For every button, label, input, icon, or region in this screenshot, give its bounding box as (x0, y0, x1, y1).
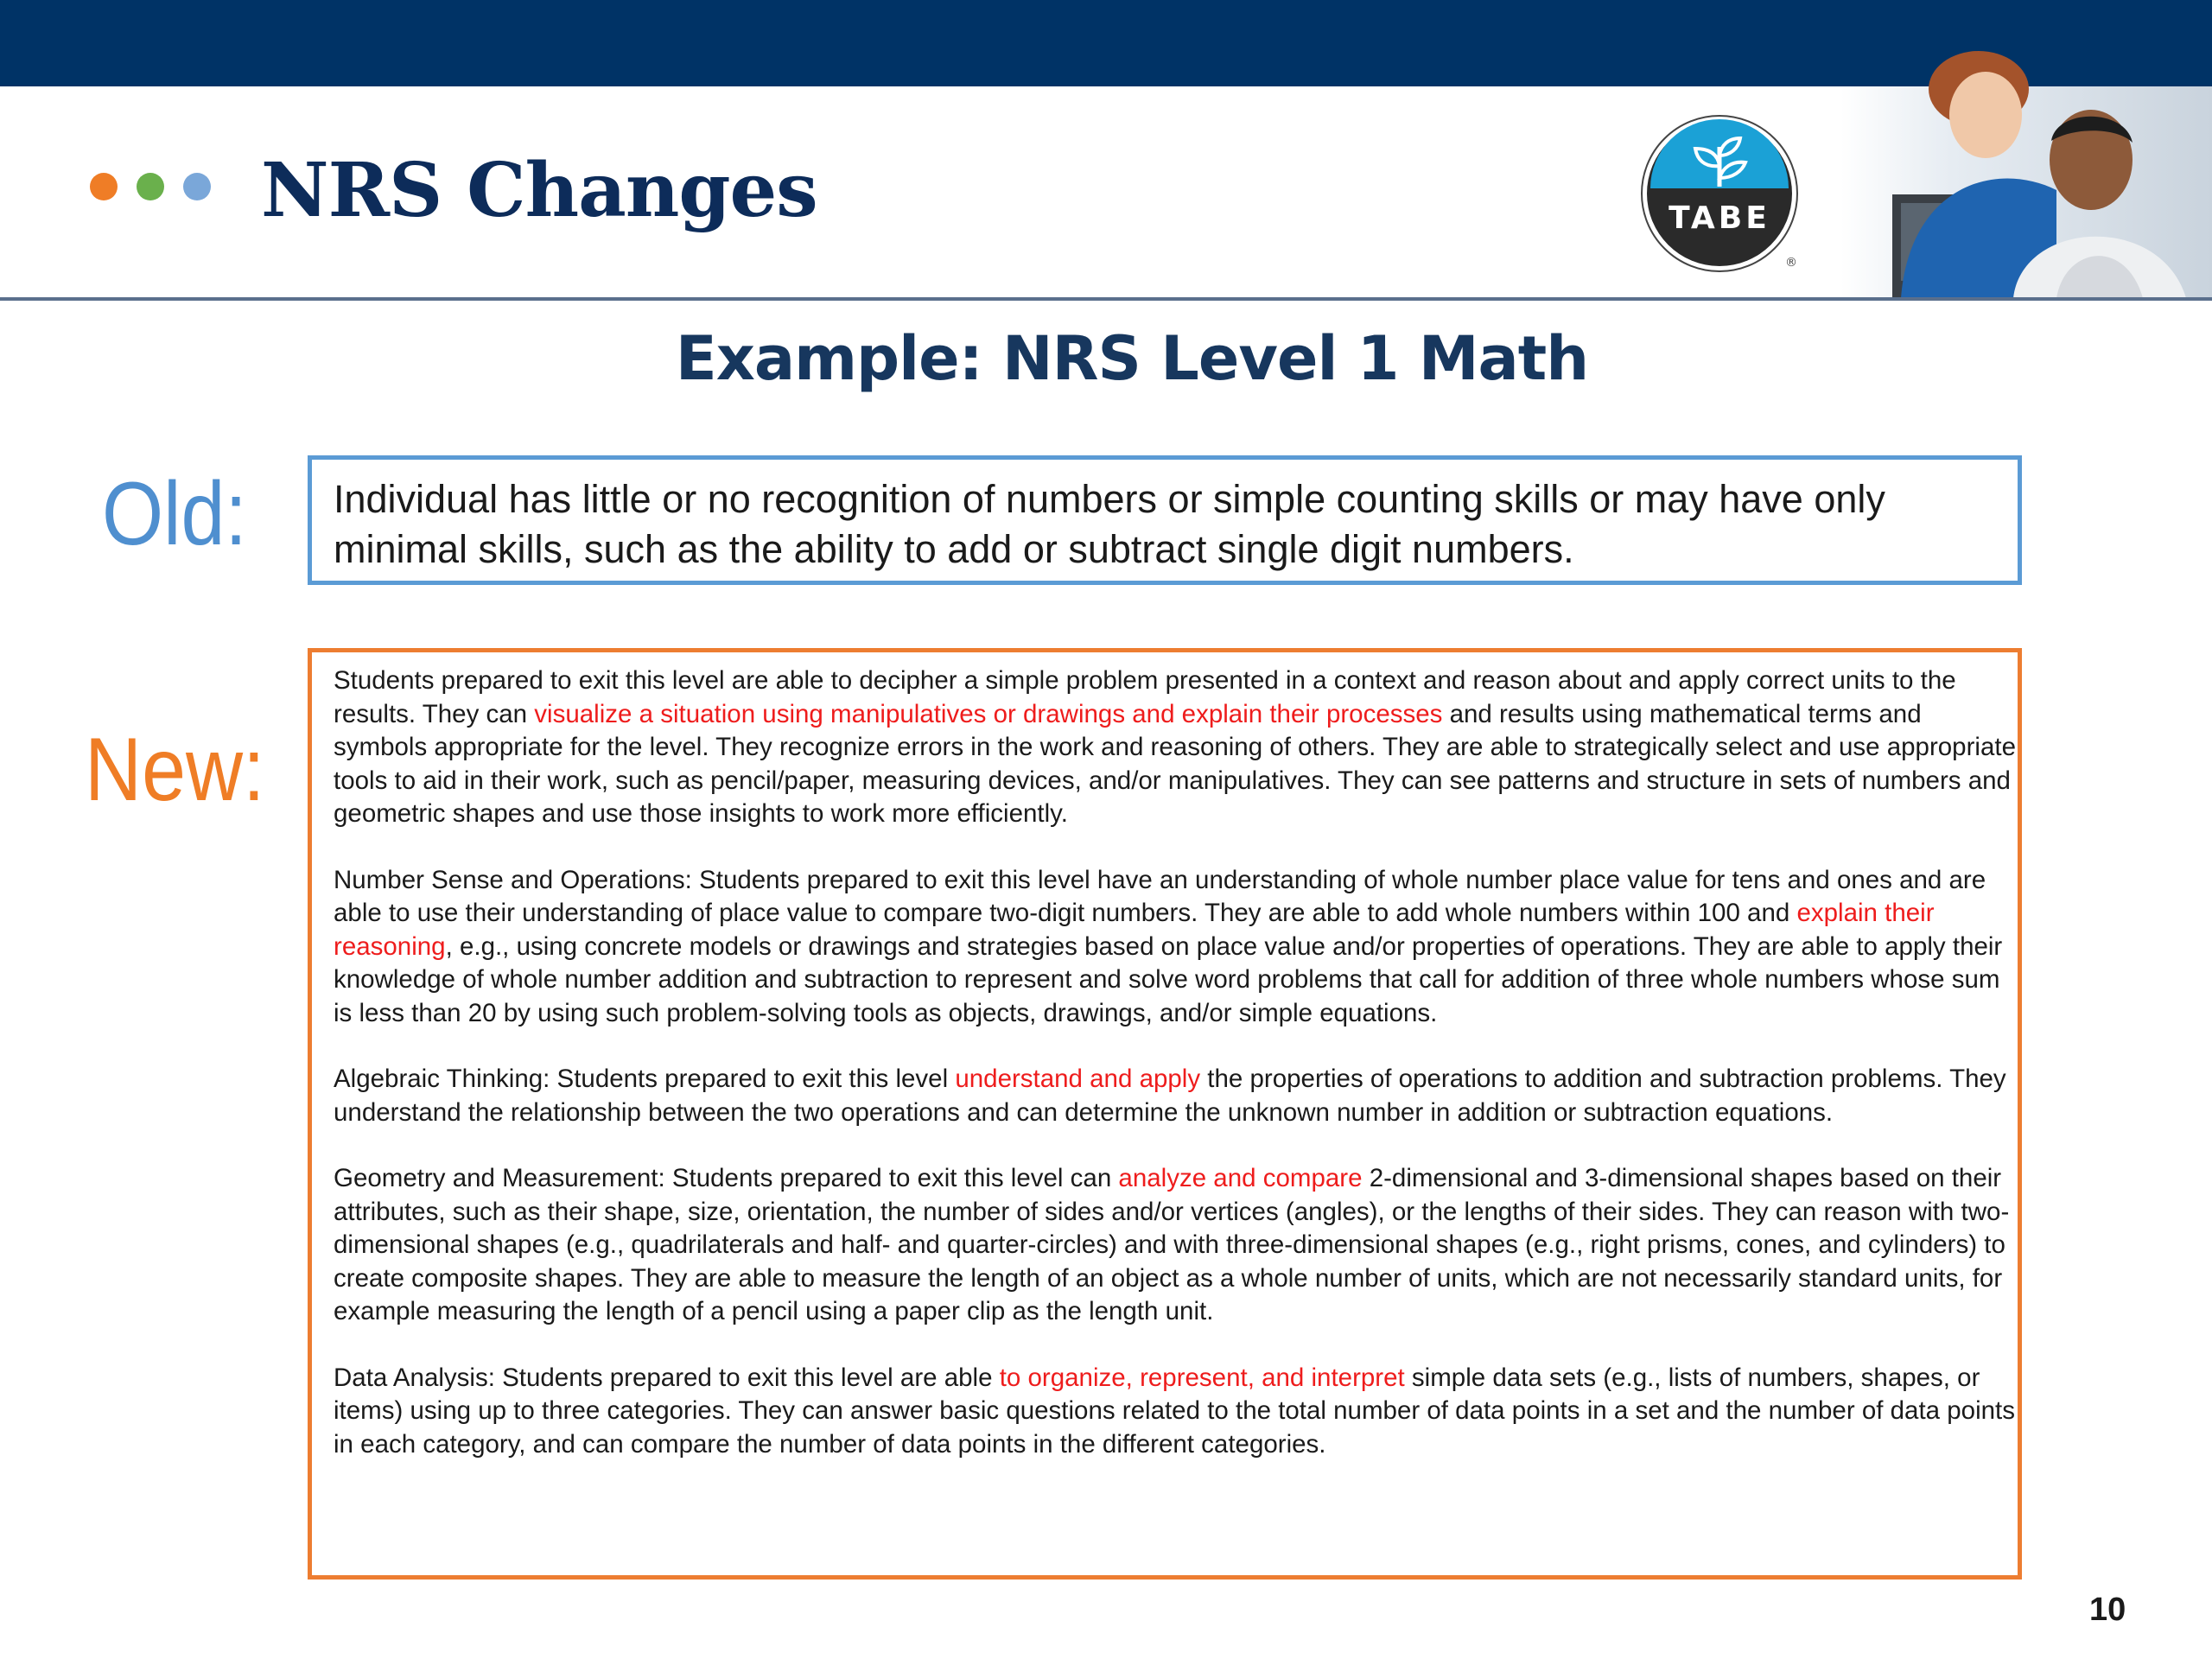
orange-dot (90, 173, 118, 200)
new-paragraph-data-analysis: Data Analysis: Students prepared to exit this level are able to organize, represent, and interpret simple data sets (e.g., lists of numbers, shapes, or items) using up to three categories. They can answer basic questions related to the total number of data points in a set and the number of data points in each category, and can compare the number of data points in the different categories. (334, 1363, 2015, 1459)
page-number: 10 (2089, 1592, 2126, 1628)
new-paragraph-number-sense: Number Sense and Operations: Students prepared to exit this level have an understanding of whole number place value for tens and ones and are able to use their understanding of place value to compare two-digit numbers. They are able to add whole numbers within 100 and explain their reasoning, e.g., using concrete models or drawings and strategies based on place value and/or properties of operations. They are able to apply their knowledge of whole number addition and subtraction to represent and solve word problems that call for addition of three whole numbers whose sum is less than 20 by using such problem-solving tools as objects, drawings, and/or simple equations. (334, 865, 2003, 1027)
new-description-box (308, 648, 2022, 1580)
new-label: New: (85, 720, 265, 820)
new-paragraph-overview: Students prepared to exit this level are able to decipher a simple problem presented in a context and reason about and apply correct units to the results. They can visualize a situation using manipulatives or drawings and explain their processes and results using mathematical terms and symbols appropriate for the level. They recognize errors in the work and reasoning of others. They are able to strategically select and use appropriate tools to aid in their work, such as pencil/paper, measuring devices, and/or manipulatives. They can see patterns and structure in sets of numbers and geometric shapes and use those insights to work more efficiently. (334, 666, 2016, 828)
old-description-box (308, 455, 2022, 585)
old-label: Old: (102, 464, 247, 564)
slide-subtitle: Example: NRS Level 1 Math (675, 323, 1589, 394)
green-dot (137, 173, 164, 200)
highlight-text: visualize a situation using manipulatives or drawings and explain their processes (534, 699, 1443, 728)
header-photo (1840, 48, 2212, 298)
blue-dot (183, 173, 211, 200)
new-paragraph-algebraic-thinking: Algebraic Thinking: Students prepared to exit this level understand and apply the properties of operations to addition and subtraction problems. They understand the relationship between the two operations and can determine the unknown number in addition or subtraction equations. (334, 1065, 2006, 1127)
header-divider (0, 297, 2212, 301)
highlight-text: analyze and compare (1118, 1164, 1363, 1192)
highlight-text: to organize, represent, and interpret (999, 1363, 1405, 1392)
new-paragraph-geometry: Geometry and Measurement: Students prepared to exit this level can analyze and compare 2-dimensional and 3-dimensional shapes based on their attributes, such as their shape, size, orientation, the number of sides and/or vertices (angles), or the lengths of their sides. They can reason with two-dimensional shapes (e.g., quadrilaterals and half- and quarter-circles) and with three-dimensional shapes (e.g., right prisms, cones, and cylinders) to create composite shapes. They are able to measure the length of an object as a whole number of units, which are not necessarily standard units, for example measuring the length of a pencil using a paper clip as the length unit. (334, 1164, 2010, 1325)
tabe-logo (1638, 112, 1801, 275)
old-description-text: Individual has little or no recognition of numbers or simple counting skills or may have only minimal skills, such as the ability to add or subtract single digit numbers. (334, 477, 1885, 571)
slide-title: NRS Changes (261, 147, 817, 234)
decorative-dots (90, 173, 211, 200)
registered-mark: ® (1785, 256, 1797, 270)
highlight-text: explain their reasoning (334, 899, 1935, 961)
logo-text: TABE (1669, 200, 1770, 236)
highlight-text: understand and apply (955, 1065, 1201, 1093)
